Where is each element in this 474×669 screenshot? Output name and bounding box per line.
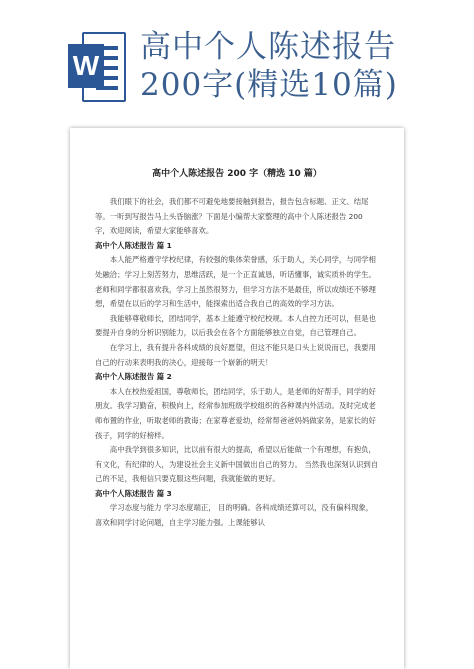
section-heading: 高中个人陈述报告 篇 1	[95, 240, 172, 250]
word-doc-icon	[68, 32, 126, 102]
section-paragraph: 我能够尊敬师长，团结同学，基本上能遵守校纪校规。本人自控力还可以，但是也要提升自身的分析识别能力，以后我会在各个方面能够独立自觉，自己管理自己。	[95, 313, 376, 338]
word-icon-letter: W	[68, 44, 104, 88]
section-paragraph: 本人能严格遵守学校纪律，有较强的集体荣誉感，乐于助人，关心同学，与同学相处融洽；学习上刻苦努力，思维活跃，是一个正直诚恳，听话懂事，诚实质朴的学生。老师和同学都很喜欢我，学习上虽然很努力，但学习方法不是最佳，所以成绩还不够理想，希望在以后的学习和生活中，能探索出适合我自己的高效的学习方法。	[95, 255, 376, 309]
page-title	[140, 28, 460, 104]
section-paragraph: 学习态度与能力 学习态度端正， 目的明确。各科成绩还算可以，没有偏科现象，喜欢和同学讨论问题，自主学习能力强。上课能够认	[95, 503, 374, 528]
document-title: 高中个人陈述报告 200 字（精选 10 篇）	[152, 169, 322, 179]
title-line-2: 200字(精选10篇)	[140, 67, 398, 103]
section-paragraph: 本人在校热爱祖国，尊敬师长，团结同学，乐于助人，是老师的好帮手，同学的好朋友。我学习勤奋，积极向上，经常参加班级学校组织的各种课内外活动。及时完成老师布置的作业，听取老师的教诲；在家尊老爱幼，经常帮爸爸妈妈做家务，是家长的好孩子，同学的好榜样。	[95, 386, 376, 440]
section-paragraph: 在学习上，我有提升各科成绩的良好愿望，但这不能只是口头上说说而已，我要用自己的行动来表明我的决心，迎接每一个崭新的明天！	[95, 342, 376, 367]
document-preview[interactable]	[70, 128, 404, 669]
intro-paragraph: 我们眼下的社会，我们都不可避免地要接触到报告，报告包含标题、正文、结尾等。一听到写报告马上头昏脑涨？下面是小编帮大家整理的高中个人陈述报告 200 字，欢迎阅读，希望大家能够喜欢。	[95, 197, 369, 236]
title-line-1: 高中个人陈述报告	[140, 29, 396, 65]
section-heading: 高中个人陈述报告 篇 2	[95, 372, 172, 382]
section-heading: 高中个人陈述报告 篇 3	[95, 488, 172, 498]
section-paragraph: 高中我学到很多知识，比以前有很大的提高，希望以后能做一个有理想，有抱负，有文化，有纪律的人，为建设社会主义新中国做出自己的努力。 当然我也深刻认识到自己的不足，我相信只要克服这些问题，我就能做的更好。	[95, 445, 379, 484]
